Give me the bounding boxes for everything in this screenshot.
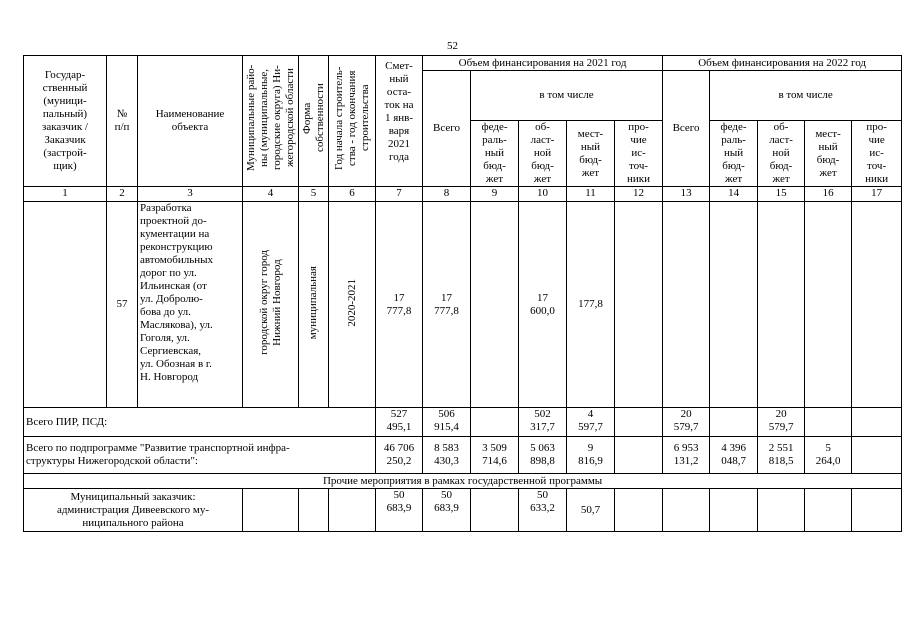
diveevo-federal-2022: [710, 489, 758, 532]
row57-total-2021: 17 777,8: [423, 202, 471, 408]
section-title-row: [24, 474, 902, 489]
row57-regional-2021: 17 600,0: [519, 202, 567, 408]
total-sub-total-2022: 6 953 131,2: [663, 437, 710, 474]
total-sub-estimate: 46 706 250,2: [376, 437, 423, 474]
row57-local-2021: 177,8: [567, 202, 615, 408]
total-pir-local-2021: 4 597,7: [567, 408, 615, 437]
column-number: 3: [138, 187, 243, 202]
column-number: 16: [805, 187, 852, 202]
header-fin-2021: Объем финансирования на 2021 год: [423, 56, 663, 71]
row57-object-name: Разработка проектной до- кументации на реконструкцию автомобильных дорог по ул. Ильинская (от ул. Добролю- бова до ул. Маслякова), ул. Гоголя, ул. Сергиевская, ул. Обозная в г. Н. Новгород: [138, 202, 243, 408]
header-federal-2021: феде- раль- ный бюд- жет: [471, 121, 519, 187]
total-pir-total-2022: 20 579,7: [663, 408, 710, 437]
column-number: 12: [615, 187, 663, 202]
diveevo-row: [24, 489, 902, 532]
header-total-2022: Всего: [663, 71, 710, 187]
row57-ownership: муниципальная: [299, 202, 329, 408]
total-pir-label: Всего ПИР, ПСД:: [24, 408, 376, 437]
total-pir-estimate: 527 495,1: [376, 408, 423, 437]
header-regional-2022: об- ласт- ной бюд- жет: [758, 121, 805, 187]
column-number: 15: [758, 187, 805, 202]
column-number: 9: [471, 187, 519, 202]
diveevo-local-2022: [805, 489, 852, 532]
diveevo-other-2022: [852, 489, 902, 532]
column-number: 4: [243, 187, 299, 202]
diveevo-other-2021: [615, 489, 663, 532]
diveevo-total-2022: [663, 489, 710, 532]
diveevo-ownership: [299, 489, 329, 532]
total-pir-regional-2022: 20 579,7: [758, 408, 805, 437]
diveevo-regional-2022: [758, 489, 805, 532]
total-sub-regional-2021: 5 063 898,8: [519, 437, 567, 474]
row57-other-2022: [852, 202, 902, 408]
row57-federal-2021: [471, 202, 519, 408]
header-incl-2022: в том числе: [710, 71, 902, 121]
diveevo-regional-2021: 50 633,2: [519, 489, 567, 532]
row57-customer: [24, 202, 107, 408]
header-local-2022: мест- ный бюд- жет: [805, 121, 852, 187]
header-fin-2022: Объем финансирования на 2022 год: [663, 56, 902, 71]
row57-total-2022: [663, 202, 710, 408]
total-subprogram-label: Всего по подпрограмме "Развитие транспортной инфра- структуры Нижегородской области":: [24, 437, 376, 474]
total-subprogram-row: [24, 437, 902, 474]
row57-federal-2022: [710, 202, 758, 408]
diveevo-estimate: 50 683,9: [376, 489, 423, 532]
header-object-name: Наименование объекта: [138, 56, 243, 187]
header-other-2021: про- чие ис- точ- ники: [615, 121, 663, 187]
row57-estimate: 17 777,8: [376, 202, 423, 408]
row-57: [24, 202, 902, 408]
header-ownership: Форма собственности: [299, 56, 329, 187]
diveevo-customer: Муниципальный заказчик: администрация Дивеевского му- ниципального района: [24, 489, 243, 532]
column-number: 6: [329, 187, 376, 202]
total-pir-row: [24, 408, 902, 437]
column-number: 7: [376, 187, 423, 202]
total-sub-federal-2022: 4 396 048,7: [710, 437, 758, 474]
header-row-1: [24, 56, 902, 71]
column-number-row: [24, 187, 902, 202]
header-years: Год начала строитель- ства - год окончания строительства: [329, 56, 376, 187]
total-sub-other-2022: [852, 437, 902, 474]
total-sub-regional-2022: 2 551 818,5: [758, 437, 805, 474]
total-sub-total-2021: 8 583 430,3: [423, 437, 471, 474]
header-regional-2021: об- ласт- ной бюд- жет: [519, 121, 567, 187]
diveevo-federal-2021: [471, 489, 519, 532]
total-pir-total-2021: 506 915,4: [423, 408, 471, 437]
header-customer: Государ- ственный (муници- пальный) заказчик / Заказчик (застрой- щик): [24, 56, 107, 187]
header-other-2022: про- чие ис- точ- ники: [852, 121, 902, 187]
total-sub-other-2021: [615, 437, 663, 474]
column-number: 14: [710, 187, 758, 202]
diveevo-total-2021: 50 683,9: [423, 489, 471, 532]
row57-number: 57: [107, 202, 138, 408]
column-number: 13: [663, 187, 710, 202]
diveevo-municipality: [243, 489, 299, 532]
total-sub-local-2022: 5 264,0: [805, 437, 852, 474]
total-pir-local-2022: [805, 408, 852, 437]
total-pir-other-2021: [615, 408, 663, 437]
page-number: 52: [447, 40, 458, 52]
total-pir-other-2022: [852, 408, 902, 437]
column-number: 8: [423, 187, 471, 202]
header-incl-2021: в том числе: [471, 71, 663, 121]
financing-table: [23, 55, 902, 532]
total-sub-local-2021: 9 816,9: [567, 437, 615, 474]
column-number: 10: [519, 187, 567, 202]
column-number: 2: [107, 187, 138, 202]
section-title: Прочие мероприятия в рамках государственной программы: [24, 474, 902, 489]
row57-regional-2022: [758, 202, 805, 408]
header-estimate: Смет- ный оста- ток на 1 янв- варя 2021 года: [376, 56, 423, 187]
total-pir-federal-2021: [471, 408, 519, 437]
header-local-2021: мест- ный бюд- жет: [567, 121, 615, 187]
column-number: 1: [24, 187, 107, 202]
header-municipality: Муниципальные райо- ны (муниципальные, городские округа) Ни- жегородской области: [243, 56, 299, 187]
column-number: 17: [852, 187, 902, 202]
header-number: № п/п: [107, 56, 138, 187]
header-federal-2022: феде- раль- ный бюд- жет: [710, 121, 758, 187]
total-pir-federal-2022: [710, 408, 758, 437]
total-sub-federal-2021: 3 509 714,6: [471, 437, 519, 474]
header-total-2021: Всего: [423, 71, 471, 187]
diveevo-local-2021: 50,7: [567, 489, 615, 532]
column-number: 5: [299, 187, 329, 202]
total-pir-regional-2021: 502 317,7: [519, 408, 567, 437]
row57-local-2022: [805, 202, 852, 408]
diveevo-years: [329, 489, 376, 532]
row57-years: 2020-2021: [329, 202, 376, 408]
row57-other-2021: [615, 202, 663, 408]
column-number: 11: [567, 187, 615, 202]
row57-municipality: городской округ город Нижний Новгород: [243, 202, 299, 408]
